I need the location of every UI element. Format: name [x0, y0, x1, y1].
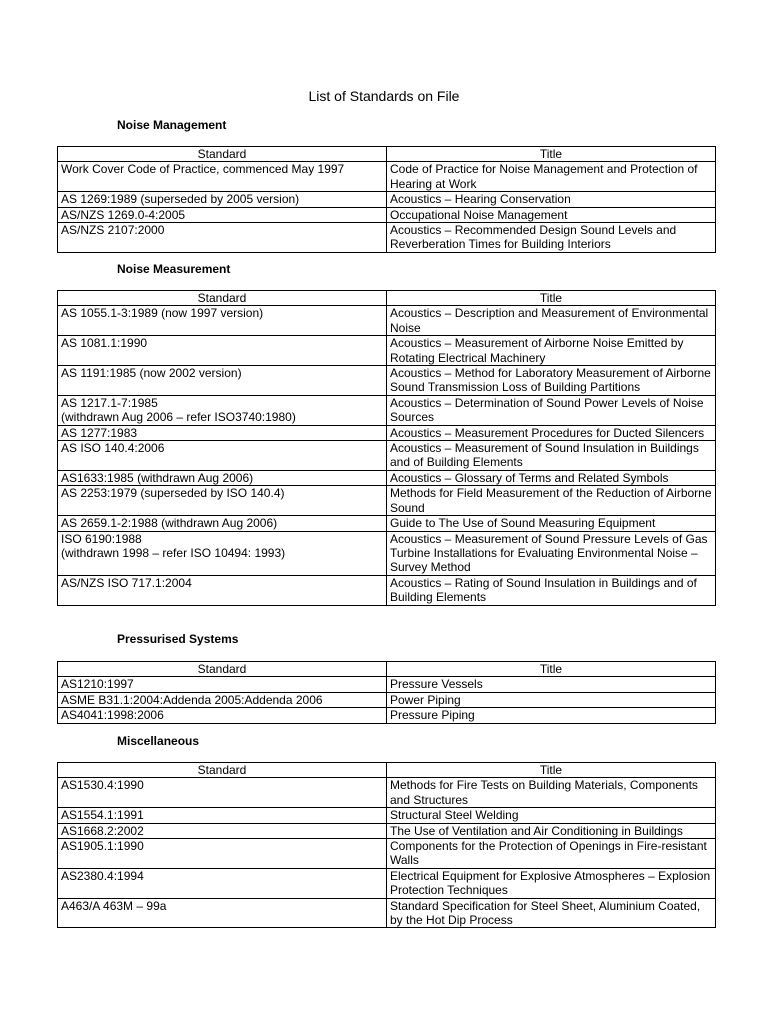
standard-cell: AS1210:1997	[58, 677, 387, 692]
title-cell: Acoustics – Recommended Design Sound Levels and Reverberation Times for Building Interiors	[387, 223, 716, 253]
standard-cell: AS1530.4:1990	[58, 778, 387, 808]
standard-cell: AS1554.1:1991	[58, 808, 387, 823]
standard-cell: AS 1269:1989 (superseded by 2005 version)	[58, 192, 387, 207]
table-row	[58, 677, 716, 692]
title-cell: Guide to The Use of Sound Measuring Equipment	[387, 516, 716, 531]
table-row	[58, 366, 716, 396]
title-cell: Pressure Piping	[387, 708, 716, 723]
standard-cell: AS 1081.1:1990	[58, 336, 387, 366]
standard-cell: AS1668.2:2002	[58, 823, 387, 838]
noise-management-table	[57, 146, 716, 253]
standard-cell: AS/NZS 2107:2000	[58, 223, 387, 253]
table-header-row	[58, 662, 716, 677]
standard-cell: Work Cover Code of Practice, commenced May 1997	[58, 162, 387, 192]
column-header-standard: Standard	[58, 763, 387, 778]
page-title: List of Standards on File	[308, 88, 460, 104]
standard-cell: AS 1055.1-3:1989 (now 1997 version)	[58, 306, 387, 336]
title-cell: Components for the Protection of Openings in Fire-resistant Walls	[387, 839, 716, 869]
table-row	[58, 516, 716, 531]
standard-cell: AS 2253:1979 (superseded by ISO 140.4)	[58, 486, 387, 516]
standard-cell: AS 2659.1-2:1988 (withdrawn Aug 2006)	[58, 516, 387, 531]
table-row	[58, 336, 716, 366]
table-row	[58, 531, 716, 575]
table-row	[58, 395, 716, 425]
pressurised-systems-table	[57, 661, 716, 724]
standard-cell: ASME B31.1:2004:Addenda 2005:Addenda 2006	[58, 692, 387, 707]
title-cell: Standard Specification for Steel Sheet, Aluminium Coated, by the Hot Dip Process	[387, 898, 716, 928]
table-row	[58, 708, 716, 723]
title-cell: Power Piping	[387, 692, 716, 707]
table-row	[58, 808, 716, 823]
title-cell: Pressure Vessels	[387, 677, 716, 692]
standard-note: (withdrawn 1998 – refer ISO 10494: 1993)	[61, 545, 286, 560]
standard-cell: AS 1191:1985 (now 2002 version)	[58, 366, 387, 396]
table-row	[58, 778, 716, 808]
title-cell: Occupational Noise Management	[387, 207, 716, 222]
section-heading-pressurised-systems: Pressurised Systems	[117, 632, 239, 646]
title-cell: Acoustics – Measurement of Sound Insulation in Buildings and of Building Elements	[387, 441, 716, 471]
title-cell: Methods for Field Measurement of the Reduction of Airborne Sound	[387, 486, 716, 516]
table-header-row	[58, 291, 716, 306]
standard-cell: AS1633:1985 (withdrawn Aug 2006)	[58, 470, 387, 485]
table-row	[58, 823, 716, 838]
section-heading-noise-management: Noise Management	[117, 118, 227, 132]
standard-cell: AS2380.4:1994	[58, 868, 387, 898]
title-cell: Acoustics – Determination of Sound Power Levels of Noise Sources	[387, 395, 716, 425]
column-header-standard: Standard	[58, 147, 387, 162]
title-cell: Acoustics – Rating of Sound Insulation in Buildings and of Building Elements	[387, 575, 716, 605]
table-row	[58, 839, 716, 869]
table-row	[58, 425, 716, 440]
standard-cell: AS/NZS 1269.0-4:2005	[58, 207, 387, 222]
table-row	[58, 223, 716, 253]
standard-cell	[58, 395, 387, 425]
column-header-title: Title	[387, 763, 716, 778]
title-cell: Structural Steel Welding	[387, 808, 716, 823]
section-heading-noise-measurement: Noise Measurement	[117, 262, 231, 276]
table-row	[58, 486, 716, 516]
table-row	[58, 306, 716, 336]
standard-note: (withdrawn Aug 2006 – refer ISO3740:1980)	[61, 410, 296, 425]
standard-code: AS 1217.1-7:1985	[61, 395, 158, 410]
column-header-title: Title	[387, 147, 716, 162]
section-heading-miscellaneous: Miscellaneous	[117, 734, 200, 748]
table-row	[58, 575, 716, 605]
title-cell: Acoustics – Description and Measurement of Environmental Noise	[387, 306, 716, 336]
standard-cell: AS/NZS ISO 717.1:2004	[58, 575, 387, 605]
title-cell: Methods for Fire Tests on Building Materials, Components and Structures	[387, 778, 716, 808]
title-cell: Acoustics – Measurement of Sound Pressure Levels of Gas Turbine Installations for Evaluating Environmental Noise – Survey Method	[387, 531, 716, 575]
miscellaneous-table	[57, 762, 716, 928]
column-header-title: Title	[387, 291, 716, 306]
standard-cell	[58, 531, 387, 575]
table-header-row	[58, 763, 716, 778]
title-cell: Acoustics – Hearing Conservation	[387, 192, 716, 207]
title-cell: Electrical Equipment for Explosive Atmospheres – Explosion Protection Techniques	[387, 868, 716, 898]
title-cell: Acoustics – Measurement Procedures for Ducted Silencers	[387, 425, 716, 440]
title-cell: Acoustics – Method for Laboratory Measurement of Airborne Sound Transmission Loss of Building Partitions	[387, 366, 716, 396]
table-row	[58, 868, 716, 898]
table-row	[58, 207, 716, 222]
column-header-title: Title	[387, 662, 716, 677]
column-header-standard: Standard	[58, 291, 387, 306]
table-row	[58, 898, 716, 928]
table-header-row	[58, 147, 716, 162]
standard-cell: A463/A 463M – 99a	[58, 898, 387, 928]
title-cell: Acoustics – Glossary of Terms and Related Symbols	[387, 470, 716, 485]
noise-measurement-table	[57, 290, 716, 606]
table-row	[58, 441, 716, 471]
standard-cell: AS4041:1998:2006	[58, 708, 387, 723]
column-header-standard: Standard	[58, 662, 387, 677]
table-row	[58, 470, 716, 485]
standard-code: ISO 6190:1988	[61, 531, 142, 546]
title-cell: Code of Practice for Noise Management and Protection of Hearing at Work	[387, 162, 716, 192]
title-cell: The Use of Ventilation and Air Conditioning in Buildings	[387, 823, 716, 838]
title-cell: Acoustics – Measurement of Airborne Noise Emitted by Rotating Electrical Machinery	[387, 336, 716, 366]
standard-cell: AS ISO 140.4:2006	[58, 441, 387, 471]
table-row	[58, 192, 716, 207]
table-row	[58, 162, 716, 192]
standard-cell: AS 1277:1983	[58, 425, 387, 440]
table-row	[58, 692, 716, 707]
standard-cell: AS1905.1:1990	[58, 839, 387, 869]
